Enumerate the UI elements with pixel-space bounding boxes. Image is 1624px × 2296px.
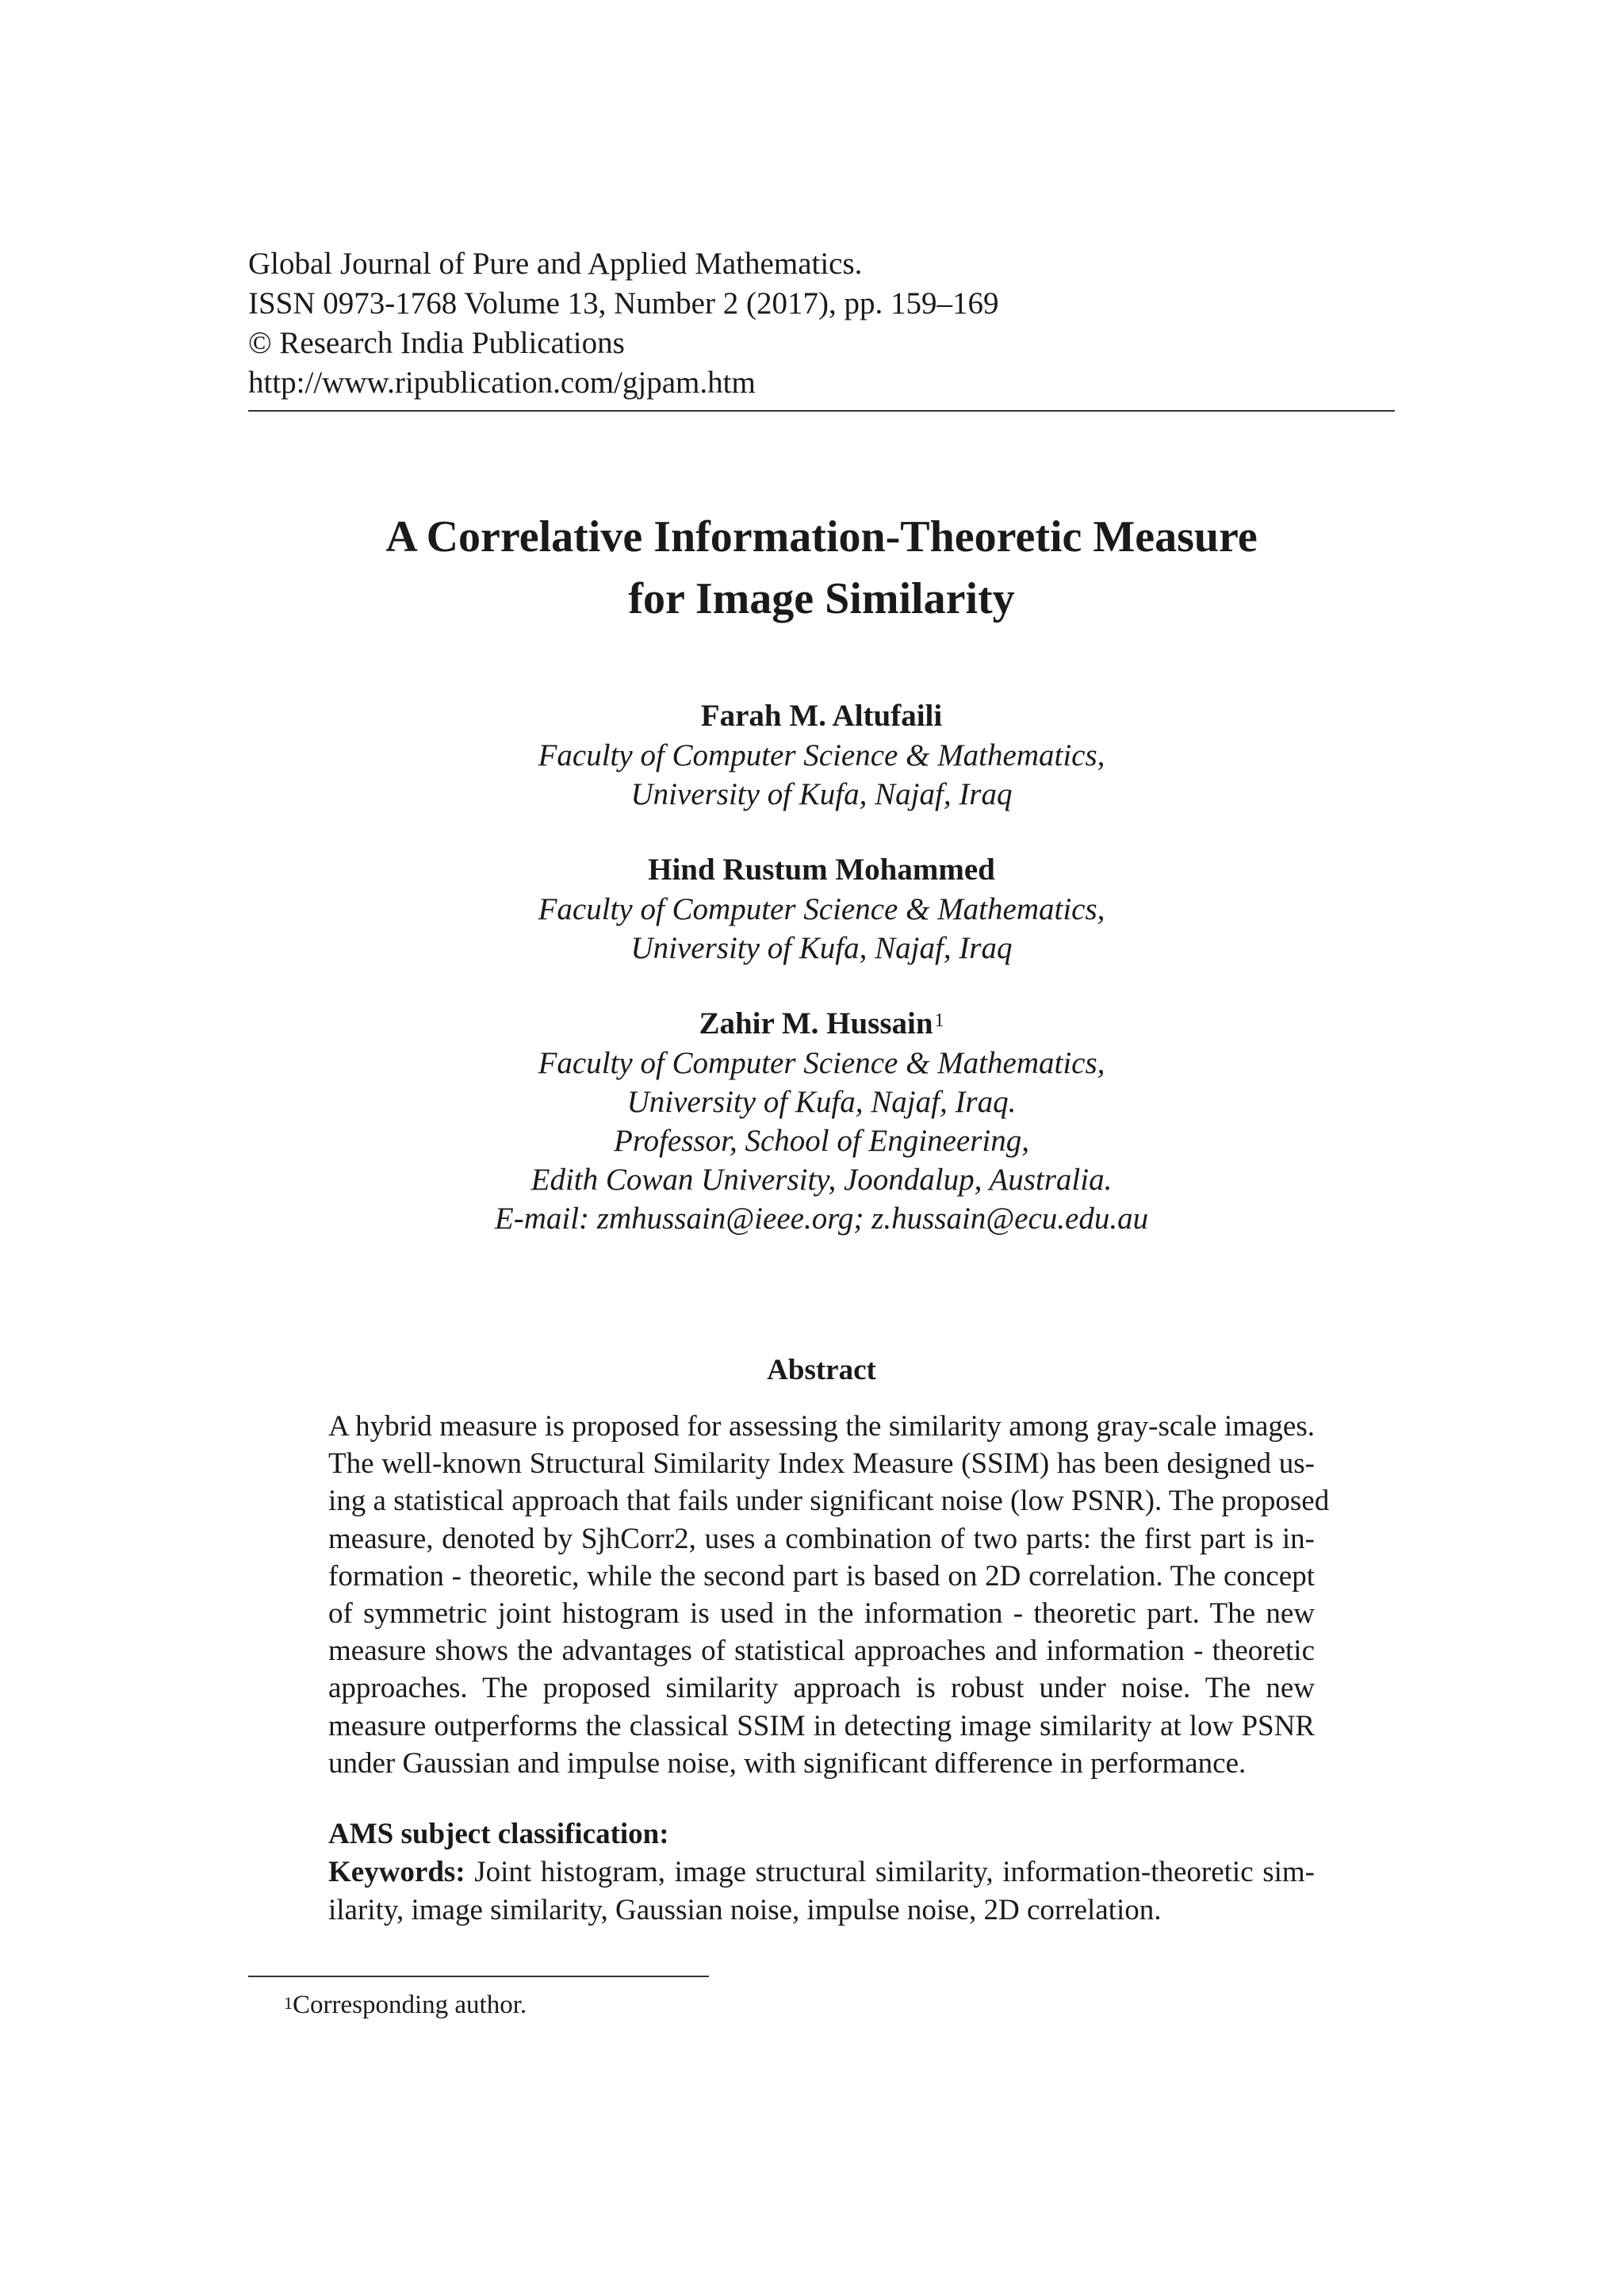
- journal-url[interactable]: http://www.ripublication.com/gjpam.htm: [248, 366, 756, 400]
- classification-block: [328, 1815, 1315, 1930]
- author-list: [248, 696, 1395, 1238]
- author-2-affiliation-line: Faculty of Computer Science & Mathematics,: [538, 892, 1105, 926]
- footnote: [284, 1988, 527, 2022]
- abstract-line: measure shows the advantages of statistical approaches and information - theoretic: [328, 1635, 1315, 1668]
- header-divider: [248, 410, 1395, 412]
- author-1: [248, 696, 1395, 814]
- author-3-affiliation-line: University of Kufa, Najaf, Iraq.: [626, 1085, 1017, 1119]
- keywords-line-1: [328, 1853, 1315, 1892]
- abstract-line: formation - theoretic, while the second part is based on 2D correlation. The concept: [328, 1559, 1315, 1593]
- author-3-affiliation-line: Professor, School of Engineering,: [614, 1124, 1029, 1158]
- author-2: [248, 850, 1395, 968]
- abstract-line: A hybrid measure is proposed for assessing the similarity among gray-scale images.: [328, 1410, 1315, 1443]
- ams-classification-label: AMS subject classification:: [328, 1818, 669, 1850]
- abstract-line: ing a statistical approach that fails under significant noise (low PSNR). The proposed: [328, 1485, 1330, 1518]
- author-3-name: Zahir M. Hussain: [699, 1006, 933, 1041]
- author-3-email: E-mail: zmhussain@ieee.org; z.hussain@ecu.edu.au: [494, 1202, 1149, 1236]
- abstract-heading: Abstract: [767, 1354, 876, 1386]
- footnote-divider: [248, 1976, 709, 1977]
- author-2-affiliation-line: University of Kufa, Najaf, Iraq: [630, 931, 1013, 965]
- author-3: [248, 1004, 1395, 1238]
- journal-name: Global Journal of Pure and Applied Mathematics.: [248, 247, 863, 281]
- keywords-line-2: ilarity, image similarity, Gaussian noise, impulse noise, 2D correlation.: [328, 1894, 1162, 1926]
- author-1-affiliation-line: University of Kufa, Najaf, Iraq: [630, 777, 1013, 811]
- author-3-affiliation-line: Edith Cowan University, Joondalup, Australia.: [530, 1163, 1113, 1197]
- journal-publisher: © Research India Publications: [248, 326, 625, 360]
- paper-title: [248, 506, 1395, 630]
- abstract-line: approaches. The proposed similarity approach is robust under noise. The new: [328, 1672, 1315, 1705]
- journal-header: [248, 244, 1395, 403]
- abstract-line: measure, denoted by SjhCorr2, uses a combination of two parts: the first part is in-: [328, 1522, 1315, 1555]
- author-3-name-row: [248, 1004, 1395, 1044]
- author-3-affiliation-line: Faculty of Computer Science & Mathematics,: [538, 1046, 1105, 1080]
- abstract-line: under Gaussian and impulse noise, with significant difference in performance.: [328, 1746, 1247, 1780]
- footnote-text: Corresponding author.: [293, 1991, 527, 2019]
- author-1-name: Farah M. Altufaili: [700, 699, 943, 733]
- journal-issn: ISSN 0973-1768 Volume 13, Number 2 (2017), pp. 159–169: [248, 286, 999, 320]
- paper-title-line-1: A Correlative Information-Theoretic Measure: [385, 512, 1258, 562]
- abstract-body: [328, 1408, 1330, 1782]
- keywords-text: Joint histogram, image structural similarity, information-theoretic sim-: [465, 1856, 1315, 1888]
- author-2-name: Hind Rustum Mohammed: [648, 853, 995, 887]
- abstract-line: measure outperforms the classical SSIM in detecting image similarity at low PSNR: [328, 1709, 1315, 1742]
- author-1-affiliation-line: Faculty of Computer Science & Mathematics,: [538, 738, 1105, 772]
- footnote-number: 1: [284, 1993, 293, 2013]
- footnote-marker[interactable]: 1: [934, 1010, 944, 1031]
- keywords-label: Keywords:: [328, 1856, 465, 1888]
- abstract-line: of symmetric joint histogram is used in the information - theoretic part. The new: [328, 1597, 1315, 1631]
- paper-title-line-2: for Image Similarity: [628, 574, 1015, 623]
- abstract-line: The well-known Structural Similarity Index Measure (SSIM) has been designed us-: [328, 1447, 1315, 1481]
